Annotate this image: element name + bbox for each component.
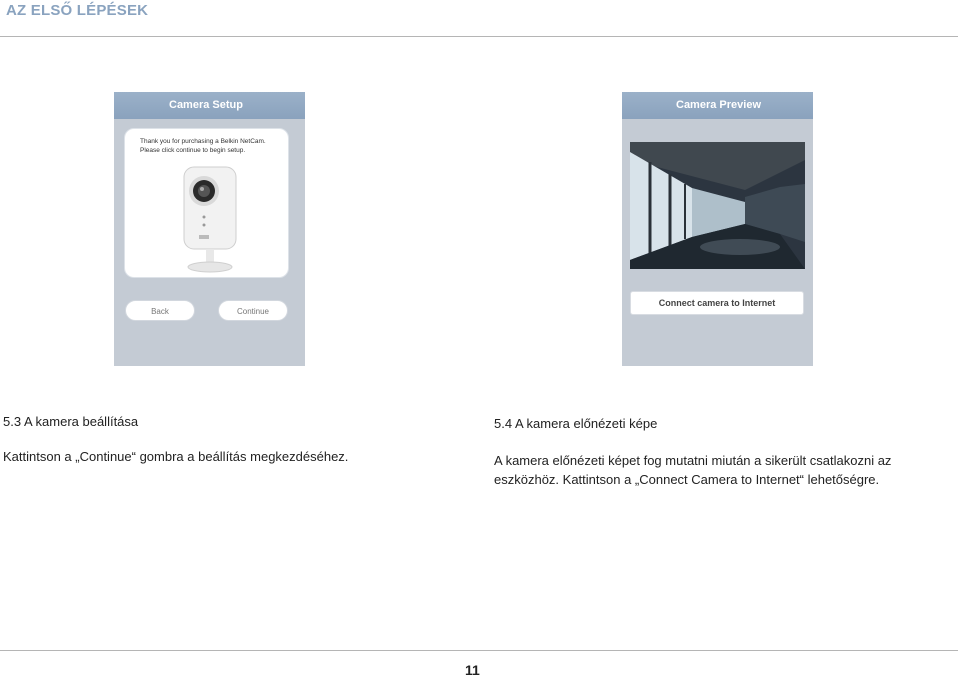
page-number: 11 (465, 662, 480, 678)
netcam-image (180, 165, 240, 275)
header-divider (0, 36, 958, 37)
section-body-line-1: A kamera előnézeti képet fog mutatni miután a sikerült csatlakozni az (494, 453, 892, 468)
setup-message-line-1: Thank you for purchasing a Belkin NetCam. (140, 138, 266, 145)
camera-setup-screenshot (114, 92, 305, 366)
section-body-line-2: eszközhöz. Kattintson a „Connect Camera to Internet“ lehetőségre. (494, 472, 880, 487)
setup-message (140, 137, 280, 155)
section-heading-camera-setup: 5.3 A kamera beállítása (3, 414, 139, 429)
setup-card (124, 128, 289, 278)
connect-camera-button[interactable]: Connect camera to Internet (630, 291, 804, 315)
setup-message-line-2: Please click continue to begin setup. (140, 147, 246, 154)
camera-preview-image (630, 142, 805, 269)
back-button[interactable]: Back (125, 300, 195, 321)
section-body-camera-preview (494, 451, 944, 489)
page-header-title: AZ ELSŐ LÉPÉSEK (6, 2, 149, 19)
section-body-camera-setup: Kattintson a „Continue“ gombra a beállítás megkezdéséhez. (3, 449, 349, 464)
preview-title-bar: Camera Preview (622, 92, 813, 119)
continue-button[interactable]: Continue (218, 300, 288, 321)
section-heading-camera-preview: 5.4 A kamera előnézeti képe (494, 416, 658, 431)
setup-title-bar: Camera Setup (114, 92, 305, 119)
camera-preview-screenshot (622, 92, 813, 366)
footer-divider (0, 650, 958, 651)
